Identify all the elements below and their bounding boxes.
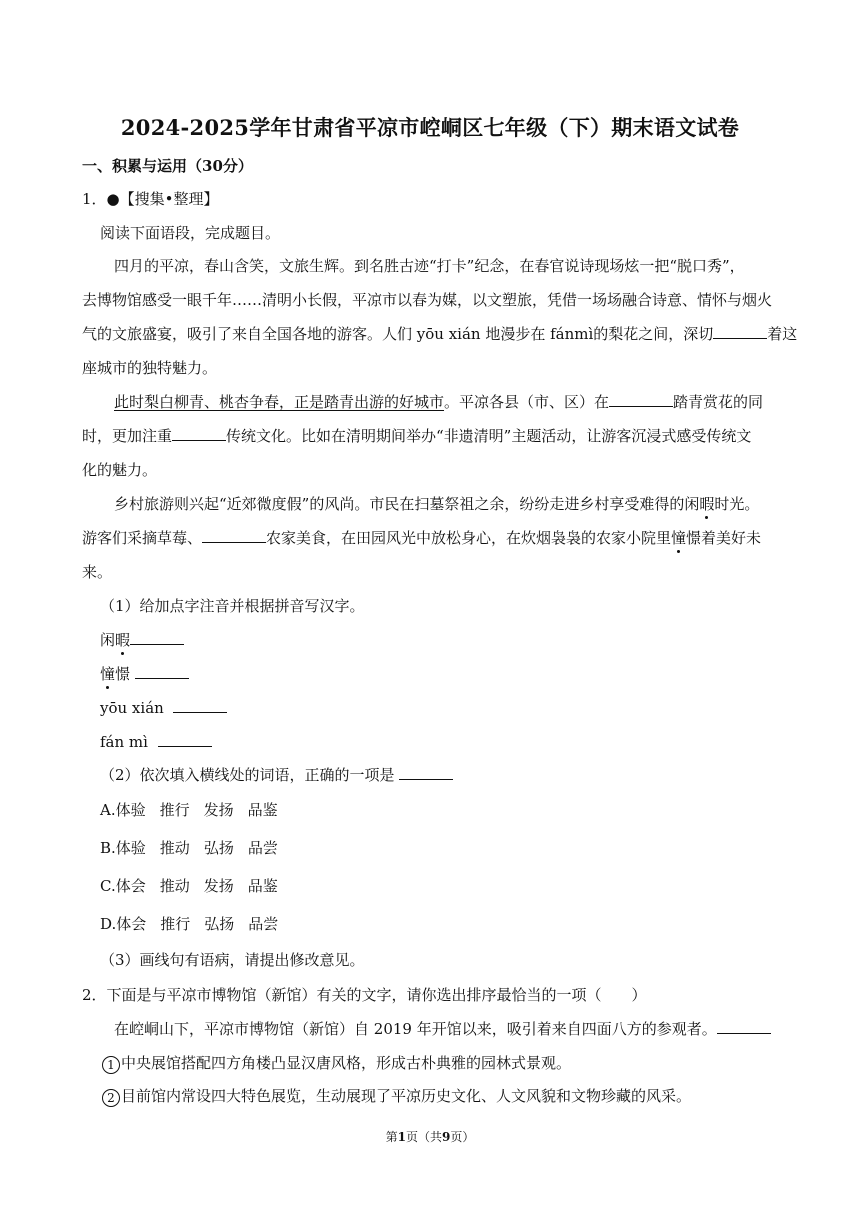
passage-line xyxy=(114,494,759,514)
option-label: D.体会 xyxy=(100,915,147,933)
answer-blank[interactable] xyxy=(399,765,453,780)
option-word: 推行 xyxy=(160,915,191,933)
question-number: 1． xyxy=(82,190,107,208)
answer-blank[interactable] xyxy=(172,426,226,441)
word-text: 憬 xyxy=(115,665,131,683)
exam-title: 2024-2025学年甘肃省平凉市崆峒区七年级（下）期末语文试卷 xyxy=(120,115,740,140)
passage-line xyxy=(82,528,761,548)
sub-question-2 xyxy=(100,765,453,785)
option-c[interactable] xyxy=(100,876,278,896)
passage-line: 化的魅力。 xyxy=(82,461,158,479)
pinyin-text: yōu xián xyxy=(100,699,164,717)
passage-line xyxy=(82,324,797,344)
sub-question-3: （3）画线句有语病，请提出修改意见。 xyxy=(100,951,365,969)
option-d[interactable] xyxy=(100,914,278,934)
dotted-character: 憧 xyxy=(100,665,116,683)
passage-line: 座城市的独特魅力。 xyxy=(82,359,218,377)
word-text: 闲 xyxy=(100,631,116,649)
passage-text: 着这 xyxy=(767,325,798,343)
dotted-character: 暇 xyxy=(115,631,131,649)
passage-line: 四月的平凉，春山含笑，文旅生辉。到名胜古迹“打卡”纪念，在春官说诗现场炫一把“脱口秀”， xyxy=(114,257,745,275)
passage-text: 憬着美好未 xyxy=(686,529,762,547)
footer-text: 页（共 xyxy=(405,1130,442,1144)
sub-question-text: （2）依次填入横线处的词语，正确的一项是 xyxy=(100,766,395,784)
pinyin-item xyxy=(100,698,227,718)
passage-text: 。平凉各县（市、区）在 xyxy=(444,393,610,411)
pinyin-item xyxy=(100,630,184,650)
question-heading: ●【搜集•整理】 xyxy=(106,190,219,208)
dotted-character: 暇 xyxy=(699,495,715,513)
question-1-header xyxy=(82,189,218,209)
footer-text: 第 xyxy=(385,1130,398,1144)
option-label: C.体会 xyxy=(100,877,146,895)
option-word: 弘扬 xyxy=(203,839,234,857)
passage-text: 游客们采摘草莓、 xyxy=(82,529,203,547)
option-word: 品尝 xyxy=(248,915,279,933)
option-label: A.体验 xyxy=(100,801,146,819)
option-word: 品尝 xyxy=(247,839,278,857)
sentence-text: 中央展馆搭配四方角楼凸显汉唐风格，形成古朴典雅的园林式景观。 xyxy=(121,1054,572,1072)
pinyin-item xyxy=(100,664,189,684)
page-number: 1 xyxy=(397,1130,406,1144)
option-word: 品鉴 xyxy=(247,801,278,819)
passage-text: 气的文旅盛宴，吸引了来自全国各地的游客。人们 yōu xián 地漫步在 fánmì的梨花之间，深切 xyxy=(82,325,714,343)
answer-blank[interactable] xyxy=(717,1019,771,1034)
sentence-item-1 xyxy=(102,1053,571,1074)
option-word: 弘扬 xyxy=(204,915,235,933)
passage-line xyxy=(114,392,763,412)
passage-line: 去博物馆感受一眼千年……清明小长假，平凉市以春为媒，以文塑旅，凭借一场场融合诗意、情怀与烟火 xyxy=(82,291,773,309)
question-stem: 下面是与平凉市博物馆（新馆）有关的文字，请你选出排序最恰当的一项（ ） xyxy=(106,986,647,1004)
passage-line xyxy=(82,426,751,446)
answer-blank[interactable] xyxy=(130,630,184,645)
option-word: 推动 xyxy=(159,877,190,895)
page-footer xyxy=(0,1128,860,1145)
circled-number: 2 xyxy=(102,1089,120,1107)
option-word: 推行 xyxy=(159,801,190,819)
section-heading: 一、积累与运用（30分） xyxy=(82,157,253,175)
passage-line: 来。 xyxy=(82,563,113,581)
answer-blank[interactable] xyxy=(135,664,189,679)
passage-text: 在崆峒山下，平凉市博物馆（新馆）自 2019 年开馆以来，吸引着来自四面八方的参观者。 xyxy=(114,1020,717,1038)
underlined-sentence: 此时梨白柳青、桃杏争春，正是踏青出游的好城市 xyxy=(114,393,445,411)
passage-text: 农家美食，在田园风光中放松身心，在炊烟袅袅的农家小院里 xyxy=(266,529,672,547)
sentence-text: 目前馆内常设四大特色展览，生动展现了平凉历史文化、人文风貌和文物珍藏的风采。 xyxy=(121,1087,692,1105)
dotted-character: 憧 xyxy=(671,529,687,547)
answer-blank[interactable] xyxy=(158,732,212,747)
answer-blank[interactable] xyxy=(609,392,673,407)
option-b[interactable] xyxy=(100,838,278,858)
passage-text: 踏青赏花的同 xyxy=(673,393,764,411)
option-word: 发扬 xyxy=(203,801,234,819)
circled-number: 1 xyxy=(102,1056,120,1074)
answer-blank[interactable] xyxy=(173,698,227,713)
passage-line xyxy=(114,1019,771,1039)
passage-text: 时光。 xyxy=(714,495,760,513)
option-word: 品鉴 xyxy=(247,877,278,895)
answer-blank[interactable] xyxy=(202,528,266,543)
option-a[interactable] xyxy=(100,800,278,820)
pinyin-item xyxy=(100,732,212,752)
passage-text: 时，更加注重 xyxy=(82,427,173,445)
passage-text: 乡村旅游则兴起“近郊微度假”的风尚。市民在扫墓祭祖之余，纷纷走进乡村享受难得的闲 xyxy=(114,495,700,513)
option-label: B.体验 xyxy=(100,839,146,857)
sub-question-1: （1）给加点字注音并根据拼音写汉字。 xyxy=(100,597,365,615)
pinyin-text: fán mì xyxy=(100,733,148,751)
question-number: 2． xyxy=(82,986,107,1004)
footer-text: 页） xyxy=(450,1130,475,1144)
option-word: 推动 xyxy=(159,839,190,857)
passage-text: 传统文化。比如在清明期间举办“非遗清明”主题活动，让游客沉浸式感受传统文 xyxy=(226,427,752,445)
instruction: 阅读下面语段，完成题目。 xyxy=(100,224,281,242)
sentence-item-2 xyxy=(102,1086,691,1107)
option-word: 发扬 xyxy=(203,877,234,895)
answer-blank[interactable] xyxy=(713,324,767,339)
page-total: 9 xyxy=(442,1130,451,1144)
question-2-header xyxy=(82,985,647,1005)
